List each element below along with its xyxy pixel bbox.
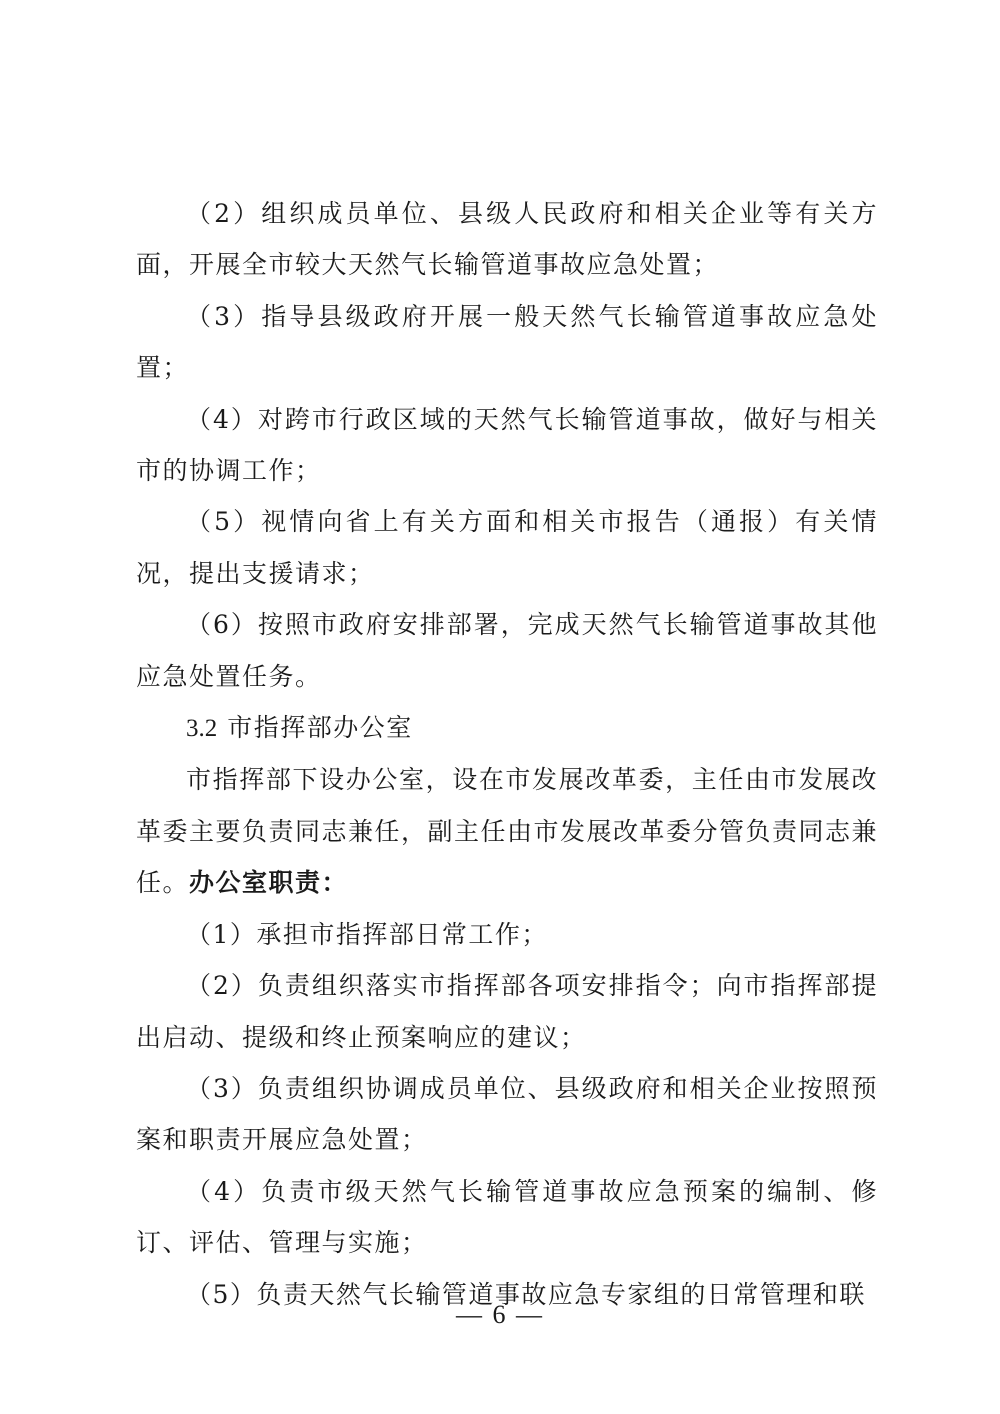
paragraph-duty-5: （5）视情向省上有关方面和相关市报告（通报）有关情况，提出支援请求； — [136, 507, 878, 588]
office-duty-5: （5）负责天然气长输管道事故应急专家组的日常管理和联 — [186, 1279, 866, 1309]
office-duty-3: （3）负责组织协调成员单位、县级政府和相关企业按照预案和职责开展应急处置； — [136, 1073, 878, 1155]
section-heading — [136, 702, 878, 754]
section-title: 市指挥部办公室 — [227, 713, 413, 743]
office-duty-2: （2）负责组织落实市指挥部各项安排指令；向市指挥部提出启动、提级和终止预案响应的建议； — [136, 971, 878, 1052]
office-intro-paragraph — [136, 754, 878, 908]
paragraph-duty-6: （6）按照市政府安排部署，完成天然气长输管道事故其他应急处置任务。 — [136, 610, 878, 691]
paragraph-duty-3: （3）指导县级政府开展一般天然气长输管道事故应急处置； — [136, 301, 878, 383]
office-duties-label: 办公室职责： — [189, 868, 349, 898]
office-intro-text: 市指挥部下设办公室，设在市发展改革委，主任由市发展改革委主要负责同志兼任，副主任由市发展改革委分管负责同志兼任。 — [136, 765, 879, 898]
paragraph-duty-4: （4）对跨市行政区域的天然气长输管道事故，做好与相关市的协调工作； — [136, 404, 878, 486]
paragraph-duty-2: （2）组织成员单位、县级人民政府和相关企业等有关方面，开展全市较大天然气长输管道事故应急处置； — [136, 199, 878, 280]
office-duty-4: （4）负责市级天然气长输管道事故应急预案的编制、修订、评估、管理与实施； — [136, 1176, 878, 1258]
page-number: — 6 — — [456, 1300, 544, 1329]
document-body — [136, 188, 878, 1320]
office-duty-1: （1）承担市指挥部日常工作； — [186, 919, 548, 949]
section-number: 3.2 — [186, 715, 218, 743]
